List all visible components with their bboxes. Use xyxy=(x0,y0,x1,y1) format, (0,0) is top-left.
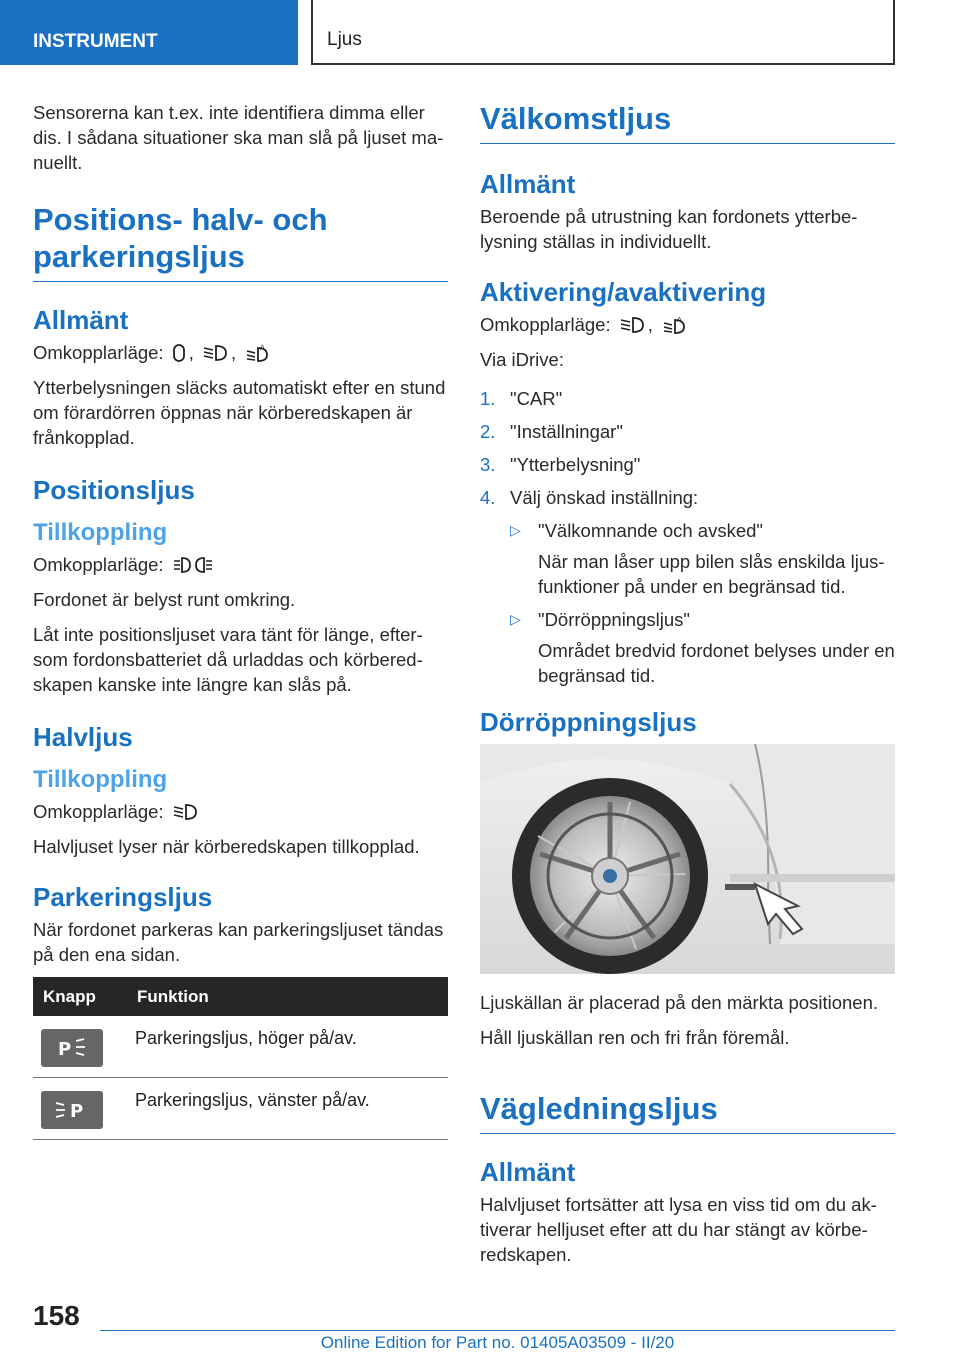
table-cell: Parkeringsljus, vänster på/av. xyxy=(127,1078,448,1140)
parking-light-right-icon xyxy=(41,1029,103,1067)
low-beam-text: Halvljuset lyser när körberedskapen tillkopplad. xyxy=(33,836,420,857)
heading-parkeringsljus: Parkeringsljus xyxy=(33,882,213,912)
heading-positionsljus: Positionsljus xyxy=(33,475,195,505)
position-text-1: Fordonet är belyst runt omkring. xyxy=(33,589,296,610)
heading-positions: Positions- halv- och parkeringsljus xyxy=(33,201,448,282)
list-item: ▷ "Välkomnande och avsked" När man låser upp bilen slås enskilda ljusfunktioner på under en begränsad tid. xyxy=(510,520,885,597)
low-beam-icon xyxy=(202,343,228,363)
button-function-table xyxy=(33,977,448,1140)
triangle-bullet-icon: ▷ xyxy=(510,611,521,627)
auto-headlight-icon xyxy=(661,315,687,335)
svg-text:A: A xyxy=(677,316,682,324)
switch-positions-line: Omkopplarläge: , , A xyxy=(33,340,448,365)
svg-text:P: P xyxy=(70,1101,84,1122)
list-item: 3. "Ytterbelysning" xyxy=(480,454,641,475)
svg-text:P: P xyxy=(58,1039,72,1060)
edition-text: Online Edition for Part no. 01405A03509 - II/20 xyxy=(320,1333,675,1352)
list-item: 1. "CAR" xyxy=(480,388,563,409)
parking-text: När fordonet parkeras kan parkeringsljuset tändas på den ena sidan. xyxy=(33,919,444,965)
car-wheel-photo xyxy=(480,744,895,974)
auto-light-icon xyxy=(172,343,186,363)
switch-label: Omkopplarläge: xyxy=(33,342,164,363)
position-light-icon xyxy=(172,555,214,575)
parking-light-left-icon xyxy=(41,1091,103,1129)
page-number: 158 xyxy=(33,1300,80,1331)
table-header-funktion: Funktion xyxy=(127,977,448,1016)
footer-divider xyxy=(100,1330,895,1331)
heading-vagledningsljus: Vägledningsljus xyxy=(480,1090,895,1134)
list-item: 2. "Inställningar" xyxy=(480,421,623,442)
guide-text: Halvljuset fortsätter att lysa en viss tid om du aktiverar helljuset efter att du har stängt av körberedskapen. xyxy=(480,1194,877,1265)
welcome-text: Beroende på utrustning kan fordonets ytterbelysning ställas in individuellt. xyxy=(480,206,858,252)
list-item: ▷ "Dörröppningsljus" Området bredvid fordonet belyses under en begränsad tid. xyxy=(510,609,895,686)
switch-label: Omkopplarläge: xyxy=(33,801,164,822)
heading-tillkoppling-2: Tillkoppling xyxy=(33,766,168,793)
door-text-1: Ljuskällan är placerad på den märkta positionen. xyxy=(480,992,878,1013)
chapter-title: Ljus xyxy=(311,0,895,65)
table-row xyxy=(33,1078,448,1140)
switch-position-light-line xyxy=(33,552,448,577)
left-column xyxy=(33,100,448,1140)
table-header-knapp: Knapp xyxy=(33,977,127,1016)
heading-allmant: Allmänt xyxy=(33,305,129,335)
table-cell: Parkeringsljus, höger på/av. xyxy=(127,1016,448,1078)
list-item: 4. Välj önskad inställning: ▷ "Välkomnande och avsked" När man låser upp bilen slås enskilda ljusfunktioner på under en begränsad tid. ▷ "Dörröppningsljus" Området bredvid fordonet belyses under en begränsad tid. xyxy=(480,487,895,686)
svg-text:A: A xyxy=(260,344,266,352)
sub-options xyxy=(510,518,895,688)
position-text-2: Låt inte positionsljuset vara tänt för länge, eftersom fordonsbatteriet då urladdas och körberedskapen kanske inte längre kan slås på. xyxy=(33,624,423,695)
allmant-text: Ytterbelysningen släcks automatiskt efter en stund om förardörren öppnas när körberedskapen är frånkopplad. xyxy=(33,377,446,448)
switch-label: Omkopplarläge: xyxy=(480,314,611,335)
right-column xyxy=(480,100,895,1277)
heading-allmant-guide: Allmänt xyxy=(480,1157,576,1187)
idrive-steps xyxy=(480,386,895,688)
door-text-2: Håll ljuskällan ren och fri från föremål. xyxy=(480,1027,790,1048)
switch-activation-line: Omkopplarläge: , A xyxy=(480,312,895,337)
heading-dorroppningsljus: Dörröppningsljus xyxy=(480,707,697,737)
via-idrive: Via iDrive: xyxy=(480,349,564,370)
table-row xyxy=(33,1016,448,1078)
switch-low-beam-line xyxy=(33,799,448,824)
low-beam-icon xyxy=(619,315,645,335)
intro-text: Sensorerna kan t.ex. inte identifiera dimma eller dis. I sådana situationer ska man slå på ljuset manuellt. xyxy=(33,102,444,173)
heading-allmant-right: Allmänt xyxy=(480,169,576,199)
heading-halvljus: Halvljus xyxy=(33,722,133,752)
switch-label: Omkopplarläge: xyxy=(33,554,164,575)
auto-headlight-icon xyxy=(244,343,270,363)
low-beam-icon xyxy=(172,802,198,822)
section-tab: INSTRUMENT xyxy=(0,0,298,65)
heading-aktivering: Aktivering/avaktivering xyxy=(480,277,767,307)
heading-tillkoppling-1: Tillkoppling xyxy=(33,519,168,546)
triangle-bullet-icon: ▷ xyxy=(510,522,521,538)
heading-valkomstljus: Välkomstljus xyxy=(480,100,895,144)
